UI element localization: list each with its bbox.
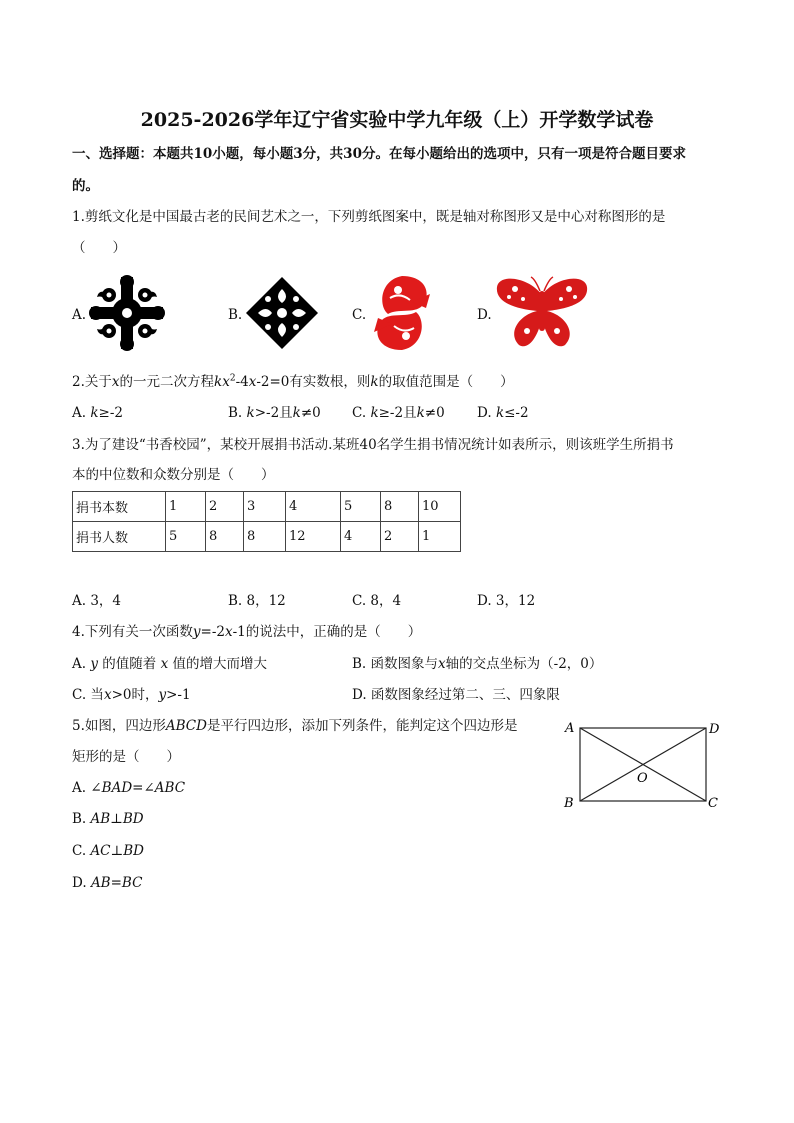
q1-option-c-label: C. bbox=[352, 307, 367, 323]
q2-option-a: A. k≥-2 bbox=[72, 405, 123, 421]
q4-option-a: A. y 的值随着 x 值的增大而增大 bbox=[72, 656, 267, 672]
q1-option-c-papercut bbox=[368, 272, 436, 354]
table-cell: 2 bbox=[381, 522, 419, 552]
section-header-line1: 一、选择题：本题共10小题，每小题3分，共30分。在每小题给出的选项中，只有一项是符合题目要求 bbox=[72, 146, 686, 162]
q3-option-c: C. 8，4 bbox=[352, 593, 402, 609]
q5-option-a: A. ∠BAD=∠ABC bbox=[72, 780, 186, 796]
table-cell: 3 bbox=[244, 492, 286, 522]
vertex-label-b: B bbox=[564, 796, 574, 811]
center-label-o: O bbox=[637, 771, 648, 786]
table-cell: 10 bbox=[419, 492, 461, 522]
q1-option-a-papercut bbox=[87, 273, 167, 353]
q1-option-a-label: A. bbox=[72, 307, 87, 323]
table-cell: 5 bbox=[166, 522, 206, 552]
table-cell: 4 bbox=[286, 492, 341, 522]
q5-option-b: B. AB⊥BD bbox=[72, 811, 144, 827]
table-cell: 1 bbox=[166, 492, 206, 522]
q2-option-d: D. k≤-2 bbox=[477, 405, 529, 421]
q1-stem-line2: （ ） bbox=[72, 240, 126, 256]
vertex-label-a: A bbox=[565, 721, 575, 736]
q5-option-c: C. AC⊥BD bbox=[72, 843, 144, 859]
q3-option-b: B. 8，12 bbox=[228, 593, 286, 609]
table-row bbox=[73, 492, 461, 522]
vertex-label-d: D bbox=[709, 722, 720, 737]
section-header-line2: 的。 bbox=[72, 178, 99, 194]
q4-stem: 4.下列有关一次函数y=-2x-1的说法中，正确的是（ ） bbox=[72, 624, 422, 640]
q1-option-b-papercut bbox=[244, 275, 320, 351]
q1-stem-line1: 1.剪纸文化是中国最古老的民间艺术之一，下列剪纸图案中，既是轴对称图形又是中心对称图形的是 bbox=[72, 209, 666, 225]
q3-option-d: D. 3，12 bbox=[477, 593, 536, 609]
q3-stem-line2: 本的中位数和众数分别是（ ） bbox=[72, 467, 275, 483]
q4-option-c: C. 当x>0时，y>-1 bbox=[72, 687, 191, 703]
table-row bbox=[73, 522, 461, 552]
q3-data-table bbox=[72, 491, 461, 552]
page-title: 2025-2026学年辽宁省实验中学九年级（上）开学数学试卷 bbox=[140, 109, 654, 131]
table-cell: 1 bbox=[419, 522, 461, 552]
q5-stem-line1: 5.如图，四边形ABCD是平行四边形，添加下列条件，能判定这个四边形是 bbox=[72, 718, 518, 734]
q4-option-d: D. 函数图象经过第二、三、四象限 bbox=[352, 687, 560, 703]
q2-option-c: C. k≥-2且k≠0 bbox=[352, 405, 445, 421]
q2-stem: 2.关于x的一元二次方程$kx^2-4x-2=0$有实数根，则k的取值范围是（ ） bbox=[72, 373, 514, 390]
table-cell: 8 bbox=[206, 522, 244, 552]
q2-option-b: B. k>-2且k≠0 bbox=[228, 405, 321, 421]
q3-stem-line1: 3.为了建设“书香校园”，某校开展捐书活动.某班40名学生捐书情况统计如表所示，则该班学生所捐书 bbox=[72, 437, 674, 453]
table-cell: 8 bbox=[244, 522, 286, 552]
q5-stem-line2: 矩形的是（ ） bbox=[72, 749, 180, 765]
table-cell: 捐书人数 bbox=[73, 522, 166, 552]
q3-option-a: A. 3，4 bbox=[72, 593, 122, 609]
vertex-label-c: C bbox=[708, 796, 718, 811]
q1-option-d-papercut bbox=[493, 273, 591, 353]
table-cell: 8 bbox=[381, 492, 419, 522]
table-cell: 2 bbox=[206, 492, 244, 522]
table-cell: 5 bbox=[341, 492, 381, 522]
q5-option-d: D. AB=BC bbox=[72, 875, 143, 891]
q1-option-d-label: D. bbox=[477, 307, 492, 323]
q5-rectangle-figure bbox=[558, 716, 728, 814]
table-cell: 4 bbox=[341, 522, 381, 552]
table-cell: 捐书本数 bbox=[73, 492, 166, 522]
table-cell: 12 bbox=[286, 522, 341, 552]
q1-option-b-label: B. bbox=[228, 307, 243, 323]
q4-option-b: B. 函数图象与x轴的交点坐标为（-2，0） bbox=[352, 656, 603, 672]
